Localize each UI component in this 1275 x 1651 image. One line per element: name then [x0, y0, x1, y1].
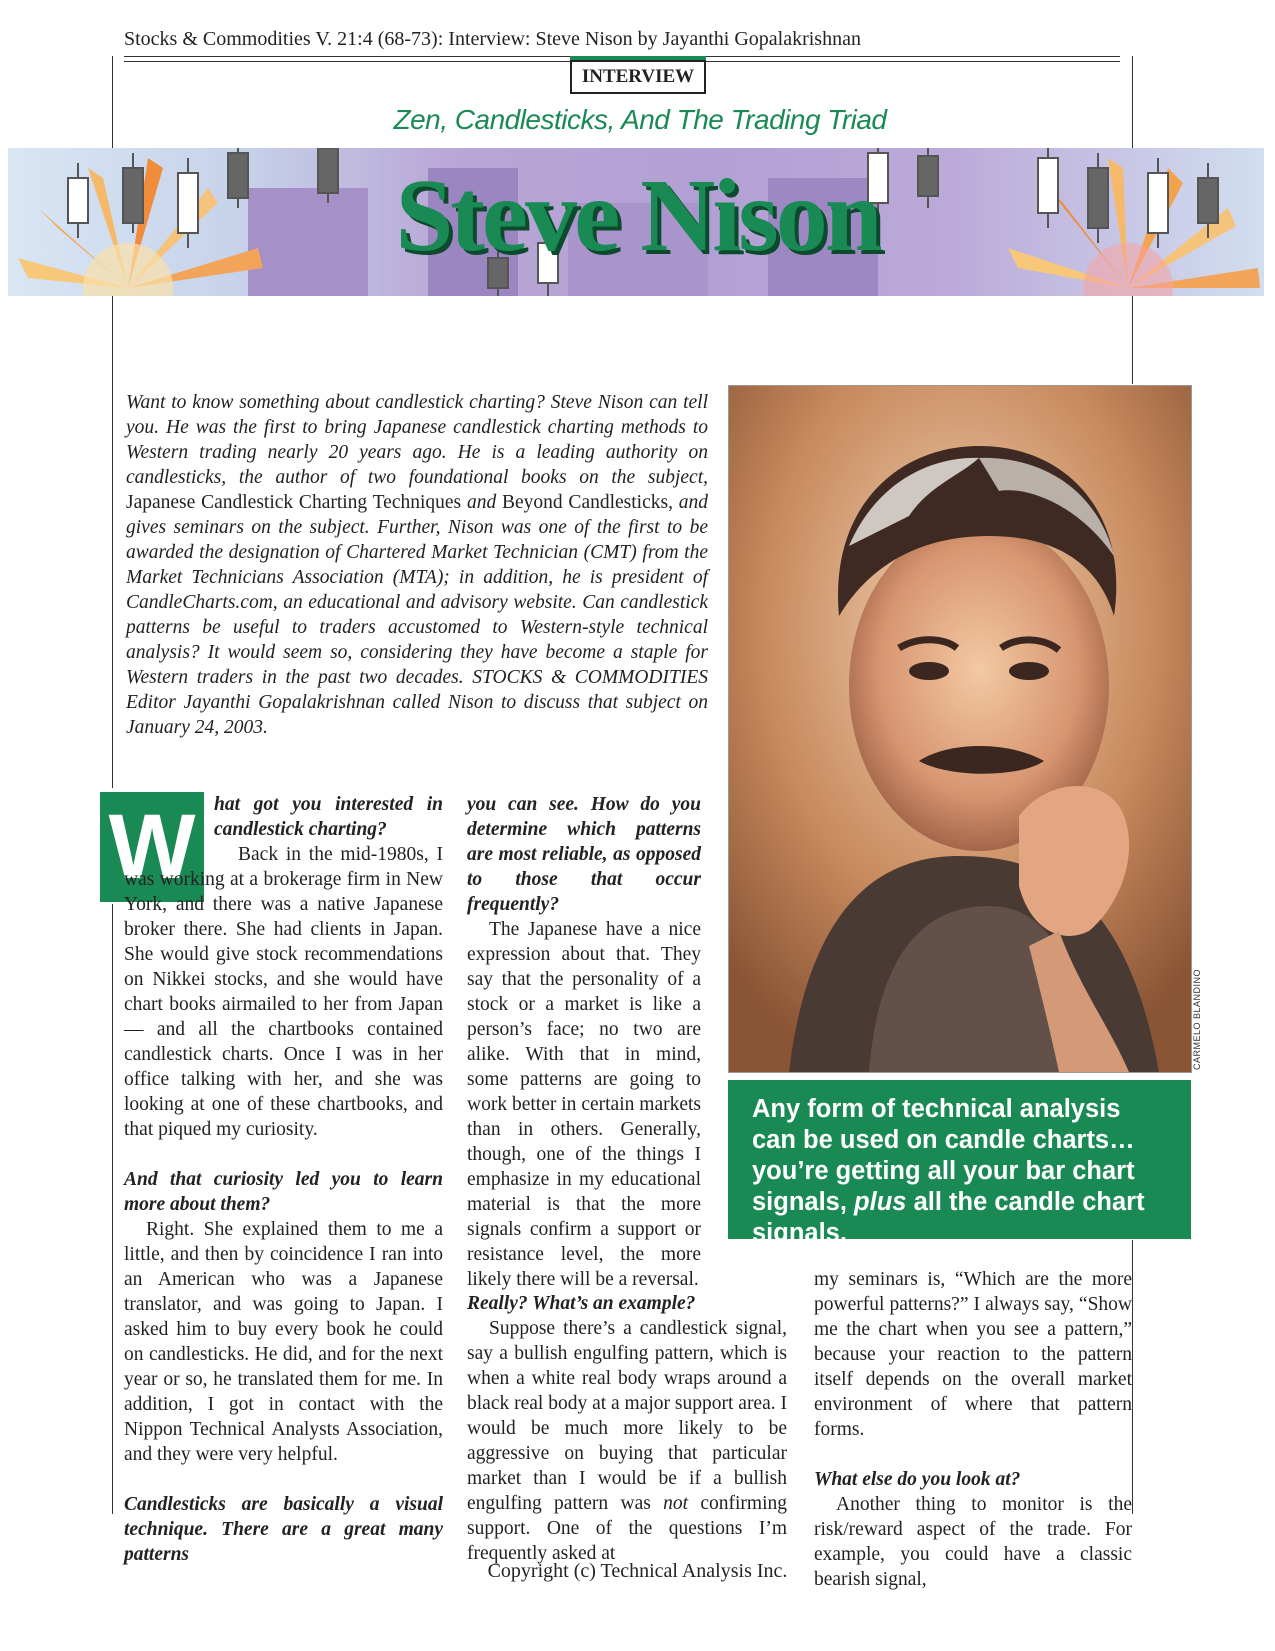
interview-question: What else do you look at?	[814, 1469, 1021, 1490]
interview-question: And that curiosity led you to learn more about them?	[124, 1169, 443, 1215]
interview-answer	[124, 842, 443, 1142]
column-2-lower	[467, 1291, 787, 1566]
intro-standfirst	[126, 390, 708, 740]
left-page-rule-lower	[112, 904, 113, 1514]
copyright-footer: Copyright (c) Technical Analysis Inc.	[487, 1560, 788, 1582]
answer-text: Suppose there’s a candlestick signal, say a bullish engulfing pattern, which is when a white real body wraps around a black real body at a major support area. I would be much more likely to be aggressive on buying that particular market than I would be if a bullish engulfing pattern was	[467, 1318, 787, 1514]
column-1	[124, 842, 443, 1567]
left-page-rule-top	[112, 56, 113, 148]
intro-text: ); in addition, he is president of CandleCharts.com, an educational and advisory website. Can candlestick patterns be useful to traders accustomed to Western-style technical analysis? It would seem so, considering they have become a staple for Western traders in the past two decades.	[126, 567, 708, 688]
intro-text: ) from the Market Technicians Association (	[126, 542, 708, 588]
portrait-illustration	[728, 385, 1192, 1073]
column-3	[814, 1267, 1132, 1592]
interview-question: you can see. How do you determine which patterns are most reliable, as opposed to those that occur frequently?	[467, 794, 701, 915]
column-2	[467, 792, 701, 1292]
book-title: Beyond Candlesticks,	[501, 492, 673, 513]
abbreviation: MTA	[399, 567, 437, 588]
interview-answer	[467, 1316, 787, 1566]
right-eye	[1009, 662, 1049, 680]
illustration-credit: CARMELO BLANDINO	[1192, 968, 1202, 1070]
interview-answer: Another thing to monitor is the risk/reward aspect of the trade. For example, you could have a classic bearish signal,	[814, 1494, 1132, 1590]
left-page-rule	[112, 296, 113, 788]
abbreviation: CMT	[590, 542, 631, 563]
pull-quote-text: Any form of technical analysis can be used on candle charts… you’re getting all your bar chart signals,	[752, 1095, 1135, 1216]
answer-text: confirming support. One of the questions I’m frequently asked at	[467, 1493, 788, 1564]
pull-quote-text: all the candle chart signals.	[752, 1188, 1145, 1247]
interview-answer: Right. She explained them to me a little, and then by coincidence I ran into an American who was a Japanese translator, and was going to Japan. I asked him to buy every book he could on candlesticks. He did, and for the next year or so, he translated them for me. In addition, I got in contact with the Nippon Technical Analysts Association, and they were very helpful.	[124, 1219, 443, 1465]
interview-question: hat got you interested in candlestick charting?	[214, 794, 443, 840]
drop-cap: W	[100, 792, 204, 902]
section-tag: INTERVIEW	[570, 60, 706, 94]
left-eye	[909, 662, 949, 680]
magazine-name: STOCKS & COMMODITIES	[472, 667, 709, 688]
intro-text: Want to know something about candlestick charting? Steve Nison can tell you. He was the first to bring Japanese candlestick charting methods to Western trading nearly 20 years ago. He is a leading authority on candlesticks, the author of two foundational books on the subject,	[126, 392, 708, 488]
portrait-art	[729, 386, 1191, 1072]
interview-question: Candlesticks are basically a visual technique. There are a great many patterns	[124, 1494, 443, 1565]
column-1-top	[214, 792, 443, 842]
intro-text: and	[466, 492, 497, 513]
article-subtitle: Zen, Candlesticks, And The Trading Triad	[393, 104, 887, 135]
running-header: Stocks & Commodities V. 21:4 (68-73): Interview: Steve Nison by Jayanthi Gopalakrishnan	[124, 28, 861, 50]
right-page-rule	[1132, 296, 1133, 384]
interviewee-name: Steve Nison	[395, 158, 880, 273]
intro-text: and gives seminars on the subject. Further, Nison was one of the first to be awarded the designation of Chartered Market Technician (	[126, 492, 709, 563]
interview-answer: my seminars is, “Which are the more powerful patterns?” I always say, “Show me the chart when you see a pattern,” because your reaction to the pattern itself depends on the overall market environment of where that pattern forms.	[814, 1269, 1132, 1440]
pull-quote	[728, 1080, 1191, 1247]
interview-answer: The Japanese have a nice expression about that. They say that the personality of a stock or a market is like a person’s face; no two are alike. With that in mind, some patterns are going to work better in certain markets than in others. Generally, though, one of the things I emphasize in my educational material is that the more signals confirm a support or resistance level, the more likely there will be a reversal.	[467, 919, 701, 1290]
pull-quote-emphasis: plus	[854, 1188, 907, 1216]
answer-text: Back in the mid-1980s, I was working at a brokerage firm in New York, and there was a native Japanese broker there. She had clients in Japan. She would give stock recommendations on Nikkei stocks, and she would have chart books airmailed to her from Japan — and all the chartbooks contained candlestick charts. Once I was in her office talking with her, and she was looking at one of these chartbooks, and that piqued my curiosity.	[124, 844, 443, 1140]
book-title: Japanese Candlestick Charting Techniques	[126, 492, 462, 513]
answer-emphasis: not	[663, 1493, 689, 1514]
intro-text: Editor Jayanthi Gopalakrishnan called Nison to discuss that subject on January 24, 2003.	[126, 692, 708, 738]
right-page-rule-lower	[1132, 1240, 1133, 1514]
interview-question: Really? What’s an example?	[467, 1293, 696, 1314]
right-page-rule-top	[1132, 56, 1133, 148]
